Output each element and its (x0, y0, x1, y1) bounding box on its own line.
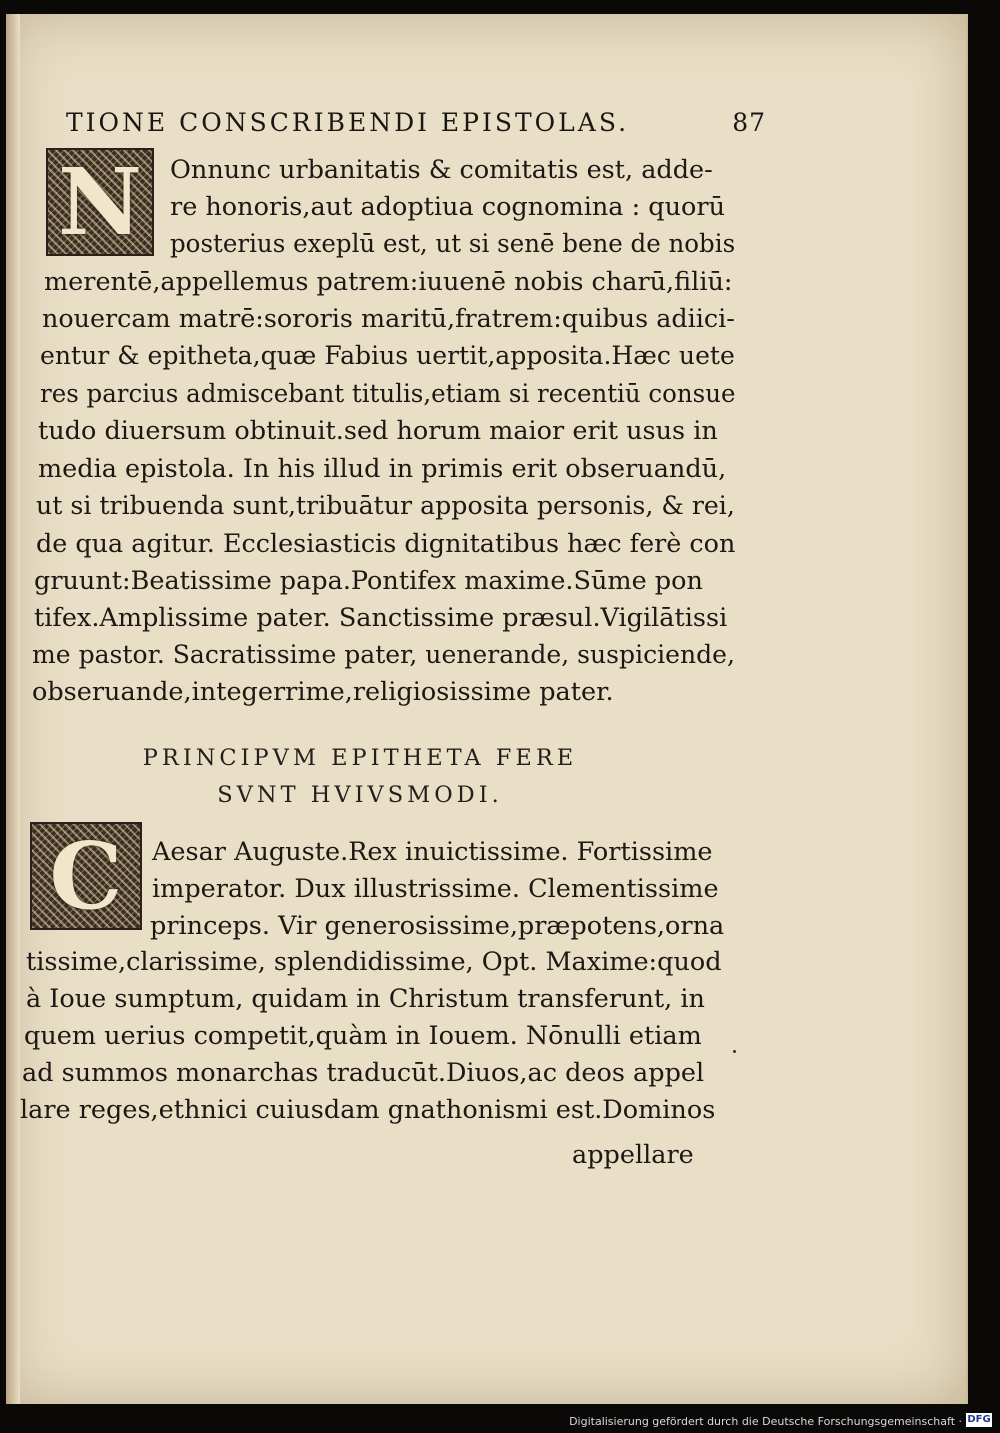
text-line: de qua agitur. Ecclesiasticis dignitatibus hæc ferè con (36, 529, 736, 559)
text-line: quem uerius competit,quàm in Iouem. Nōnulli etiam (24, 1021, 702, 1051)
digitization-credit: Digitalisierung gefördert durch die Deutsche Forschungsgemeinschaft · (569, 1415, 962, 1428)
text-line: posterius exeplū est, ut si senē bene de nobis (170, 229, 736, 259)
dfg-logo: DFG (967, 1414, 991, 1425)
section-heading-line-1: PRINCIPVM EPITHETA FERE (142, 745, 578, 771)
paper-speck (733, 1050, 736, 1053)
text-line: me pastor. Sacratissime pater, uenerande, suspiciende, (32, 640, 735, 670)
text-line: lare reges,ethnici cuiusdam gnathonismi est.Dominos (20, 1095, 716, 1125)
section-heading-line-2: SVNT HVIVSMODI. (217, 782, 503, 808)
text-line: merentē,appellemus patrem:iuuenē nobis charū,filiū: (44, 267, 733, 297)
page-edge-shading (6, 14, 20, 1404)
initial-letter: N (57, 148, 143, 256)
text-line: obseruande,integerrime,religiosissime pater. (32, 677, 614, 707)
text-line: res parcius admiscebant titulis,etiam si recentiū consue (40, 379, 736, 409)
text-line: gruunt:Beatissime papa.Pontifex maxime.Sūme pon (34, 566, 703, 596)
text-line: tissime,clarissime, splendidissime, Opt. Maxime:quod (26, 947, 722, 977)
text-line: re honoris,aut adoptiua cognomina : quorū (170, 192, 725, 222)
running-title: TIONE CONSCRIBENDI EPISTOLAS. (66, 108, 630, 137)
text-line: media epistola. In his illud in primis erit obseruandū, (38, 454, 727, 484)
text-line: Onnunc urbanitatis & comitatis est, adde- (170, 155, 713, 185)
text-line: ad summos monarchas traducūt.Diuos,ac deos appel (22, 1058, 705, 1088)
text-line: entur & epitheta,quæ Fabius uertit,apposita.Hæc uete (40, 341, 735, 371)
page-number: 87 (732, 108, 766, 137)
decorated-initial-c (30, 822, 142, 930)
running-header (66, 108, 766, 148)
text-line: imperator. Dux illustrissime. Clementissime (152, 874, 719, 904)
decorated-initial-n (46, 148, 154, 256)
text-line: à Ioue sumptum, quidam in Christum transferunt, in (26, 984, 705, 1014)
text-line: princeps. Vir generosissime,præpotens,orna (150, 911, 725, 941)
text-line: nouercam matrē:sororis maritū,fratrem:quibus adiici- (42, 304, 735, 334)
initial-letter: C (49, 822, 123, 930)
text-line: ut si tribuenda sunt,tribuātur apposita personis, & rei, (36, 491, 735, 521)
catchword: appellare (572, 1140, 694, 1170)
text-line: Aesar Auguste.Rex inuictissime. Fortissime (152, 837, 713, 867)
text-line: tifex.Amplissime pater. Sanctissime præsul.Vigilātissi (34, 603, 728, 633)
text-line: tudo diuersum obtinuit.sed horum maior erit usus in (38, 416, 718, 446)
